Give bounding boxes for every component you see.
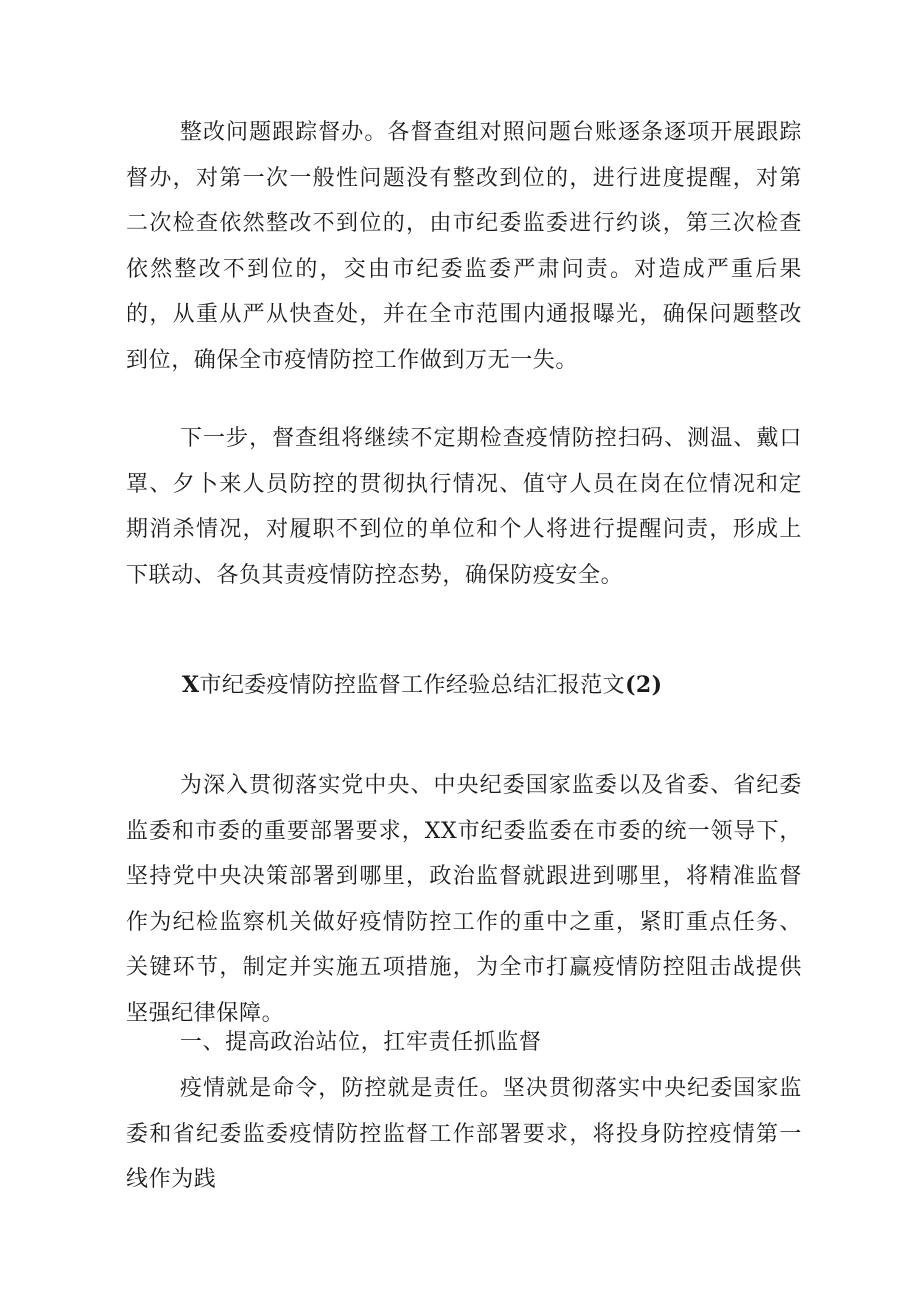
paragraph-introduction: 为深入贯彻落实党中央、中央纪委国家监委以及省委、省纪委监委和市委的重要部署要求，XX市纪委监委在市委的统一领导下，坚持党中央决策部署到哪里，政治监督就跟进到哪里，将精准监督作为纪检监察机关做好疫情防控工作的重中之重，紧盯重点任务、关键环节，制定并实施五项措施，为全市打赢疫情防控阻击战提供坚强纪律保障。 bbox=[126, 773, 802, 1026]
paragraph-rectification-tracking: 整改问题跟踪督办。各督查组对照问题台账逐条逐项开展跟踪督办，对第一次一般性问题没有整改到位的，进行进度提醒，对第二次检查依然整改不到位的，由市纪委监委进行约谈，第三次检查依然整改不到位的，交由市纪委监委严肃问责。对造成严重后果的，从重从严从快查处，并在全市范围内通报曝光，确保问题整改到位，确保全市疫情防控工作做到万无一失。 bbox=[126, 120, 802, 373]
report-title-suffix: (2) bbox=[625, 672, 663, 698]
report-title-prefix: X bbox=[182, 672, 200, 698]
report-title-main: 市纪委疫情防控监督工作经验总结汇报范文 bbox=[199, 673, 626, 698]
paragraph-section-1-body: 疫情就是命令，防控就是责任。坚决贯彻落实中央纪委国家监委和省纪委监委疫情防控监督工作部署要求，将投身防控疫情第一线作为践 bbox=[126, 1076, 802, 1193]
section-title: 一、提高政治站位，扛牢责任抓监督 bbox=[179, 1030, 542, 1055]
report-title bbox=[182, 670, 802, 701]
paragraph-next-steps: 下一步，督查组将继续不定期检查疫情防控扫码、测温、戴口罩、夕卜来人员防控的贯彻执行情况、值守人员在岗在位情况和定期消杀情况，对履职不到位的单位和个人将进行提醒问责，形成上下联动、各负其责疫情防控态势，确保防疫安全。 bbox=[126, 426, 802, 588]
